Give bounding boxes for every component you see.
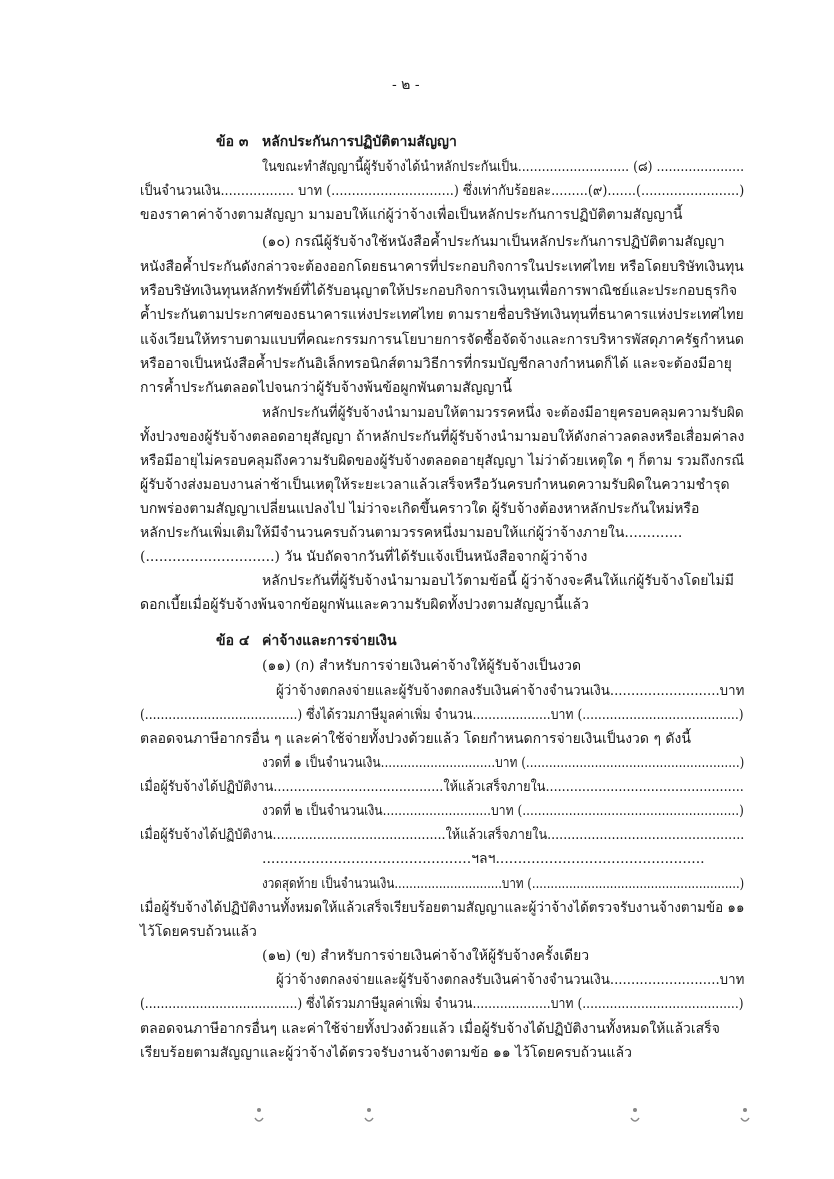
clause-3-line: หรืออาจเป็นหนังสือค้ำประกันอิเล็กทรอนิกส์ตามวิธีการที่กรมบัญชีกลางกำหนดก็ได้ และจะต้องมีอายุ	[140, 356, 732, 372]
clause-4-line: ผู้ว่าจ้างตกลงจ่ายและผู้รับจ้างตกลงรับเงินค่าจ้างจำนวนเงิน..........................บาท	[276, 972, 745, 988]
clause-4-heading: ค่าจ้างและการจ่ายเงิน	[262, 633, 397, 649]
clause-3-line: ดอกเบี้ยเมื่อผู้รับจ้างพ้นจากข้อผูกพันและความรับผิดทั้งปวงตามสัญญานี้แล้ว	[140, 597, 589, 613]
clause-3-line: (๑๐) กรณีผู้รับจ้างใช้หนังสือค้ำประกันมาเป็นหลักประกันการปฏิบัติตามสัญญา	[262, 234, 725, 250]
binding-mark	[738, 1104, 752, 1128]
clause-4-line: เมื่อผู้รับจ้างได้ปฏิบัติงานทั้งหมดให้แล้วเสร็จเรียบร้อยตามสัญญาและผู้ว่าจ้างได้ตรวจรับงานจ้างตามข้อ ๑๑	[140, 900, 745, 916]
clause-4-line: ไว้โดยครบถ้วนแล้ว	[140, 924, 257, 940]
clause-3-line: หลักประกันที่ผู้รับจ้างนำมามอบให้ตามวรรคหนึ่ง จะต้องมีอายุครอบคลุมความรับผิด	[262, 405, 744, 421]
clause-3-line: แจ้งเวียนให้ทราบตามแบบที่คณะกรรมการนโยบายการจัดซื้อจัดจ้างและการบริหารพัสดุภาครัฐกำหนด	[140, 332, 744, 348]
clause-3-line: (.............................) วัน นับถัดจากวันที่ได้รับแจ้งเป็นหนังสือจากผู้ว่าจ้าง	[140, 549, 588, 565]
clause-3-number: ข้อ ๓	[216, 134, 249, 150]
page-number: - ๒ -	[392, 77, 420, 93]
binding-mark	[252, 1104, 266, 1128]
clause-3-line: ในขณะทำสัญญานี้ผู้รับจ้างได้นำหลักประกันเป็น............................ (๘) ......................	[262, 159, 745, 175]
clause-3-line: เป็นจำนวนเงิน.................. บาท (..............................) ซึ่งเท่ากับร้อยละ.........(๙).......(........................)	[140, 183, 745, 199]
clause-4-line: เรียบร้อยตามสัญญาและผู้ว่าจ้างได้ตรวจรับงานจ้างตามข้อ ๑๑ ไว้โดยครบถ้วนแล้ว	[140, 1045, 632, 1061]
clause-3-line: ทั้งปวงของผู้รับจ้างตลอดอายุสัญญา ถ้าหลักประกันที่ผู้รับจ้างนำมามอบให้ดังกล่าวลดลงหรือเสื่อมค่าลง	[140, 429, 745, 445]
clause-4-line: งวดสุดท้าย เป็นจำนวนเงิน.............................บาท (........................................................)	[262, 876, 745, 892]
clause-4-line: (.......................................) ซึ่งได้รวมภาษีมูลค่าเพิ่ม จำนวน....................บาท (........................................)	[140, 707, 744, 723]
clause-4-line: ตลอดจนภาษีอากรอื่น ๆ และค่าใช้จ่ายทั้งปวงด้วยแล้ว โดยกำหนดการจ่ายเงินเป็นงวด ๆ ดังนี้	[140, 731, 691, 747]
clause-3-line: หรือมีอายุไม่ครอบคลุมถึงความรับผิดของผู้รับจ้างตลอดอายุสัญญา ไม่ว่าด้วยเหตุใด ๆ ก็ตาม รวมถึงกรณี	[140, 453, 745, 469]
binding-mark	[628, 1104, 642, 1128]
clause-3-line: หลักประกันเพิ่มเติมให้มีจำนวนครบถ้วนตามวรรคหนึ่งมามอบให้แก่ผู้ว่าจ้างภายใน.............	[140, 525, 683, 541]
binding-marks	[0, 1104, 834, 1134]
clause-4-line: ตลอดจนภาษีอากรอื่นๆ และค่าใช้จ่ายทั้งปวงด้วยแล้ว เมื่อผู้รับจ้างได้ปฏิบัติงานทั้งหมดให้แล้วเสร็จ	[140, 1021, 720, 1037]
clause-3-line: ผู้รับจ้างส่งมอบงานล่าช้าเป็นเหตุให้ระยะเวลาแล้วเสร็จหรือวันครบกำหนดความรับผิดในความชำรุด	[140, 477, 730, 493]
clause-3-heading: หลักประกันการปฏิบัติตามสัญญา	[262, 134, 457, 150]
clause-3-line: บกพร่องตามสัญญาเปลี่ยนแปลงไป ไม่ว่าจะเกิดขึ้นคราวใด ผู้รับจ้างต้องหาหลักประกันใหม่หรือ	[140, 501, 700, 517]
clause-4-number: ข้อ ๔	[216, 633, 250, 649]
clause-3-line: หรือบริษัทเงินทุนหลักทรัพย์ที่ได้รับอนุญาตให้ประกอบกิจการเงินทุนเพื่อการพาณิชย์และประกอบธุรกิจ	[140, 283, 738, 299]
clause-3-line: ของราคาค่าจ้างตามสัญญา มามอบให้แก่ผู้ว่าจ้างเพื่อเป็นหลักประกันการปฏิบัติตามสัญญานี้	[140, 207, 683, 223]
clause-4-line: เมื่อผู้รับจ้างได้ปฏิบัติงาน...........................................ให้แล้วเสร็จภายใน.................................................	[140, 827, 745, 843]
clause-3-line: หนังสือค้ำประกันดังกล่าวจะต้องออกโดยธนาคารที่ประกอบกิจการในประเทศไทย หรือโดยบริษัทเงินทุน	[140, 259, 744, 275]
binding-mark	[362, 1104, 376, 1128]
clause-4-line: เมื่อผู้รับจ้างได้ปฏิบัติงาน..........................................ให้แล้วเสร็จภายใน.................................................	[140, 779, 744, 795]
clause-4-line: ...............................................ฯลฯ...............................................	[262, 851, 705, 867]
clause-4-line: งวดที่ ๒ เป็นจำนวนเงิน............................บาท (........................................................)	[262, 803, 744, 819]
clause-4-line: (๑๑) (ก) สำหรับการจ่ายเงินค่าจ้างให้ผู้รับจ้างเป็นงวด	[262, 658, 582, 674]
clause-4-line: ผู้ว่าจ้างตกลงจ่ายและผู้รับจ้างตกลงรับเงินค่าจ้างจำนวนเงิน..........................บาท	[276, 683, 745, 699]
clause-3-line: ค้ำประกันตามประกาศของธนาคารแห่งประเทศไทย ตามรายชื่อบริษัทเงินทุนที่ธนาคารแห่งประเทศไทย	[140, 307, 744, 323]
clause-4-line: (.......................................) ซึ่งได้รวมภาษีมูลค่าเพิ่ม จำนวน....................บาท (........................................)	[140, 996, 744, 1012]
clause-3-line: หลักประกันที่ผู้รับจ้างนำมามอบไว้ตามข้อนี้ ผู้ว่าจ้างจะคืนให้แก่ผู้รับจ้างโดยไม่มี	[262, 573, 734, 589]
clause-4-line: งวดที่ ๑ เป็นจำนวนเงิน..............................บาท (........................................................)	[262, 755, 745, 771]
clause-3-line: การค้ำประกันตลอดไปจนกว่าผู้รับจ้างพ้นข้อผูกพันตามสัญญานี้	[140, 380, 512, 396]
clause-4-line: (๑๒) (ข) สำหรับการจ่ายเงินค่าจ้างให้ผู้รับจ้างครั้งเดียว	[262, 948, 590, 964]
